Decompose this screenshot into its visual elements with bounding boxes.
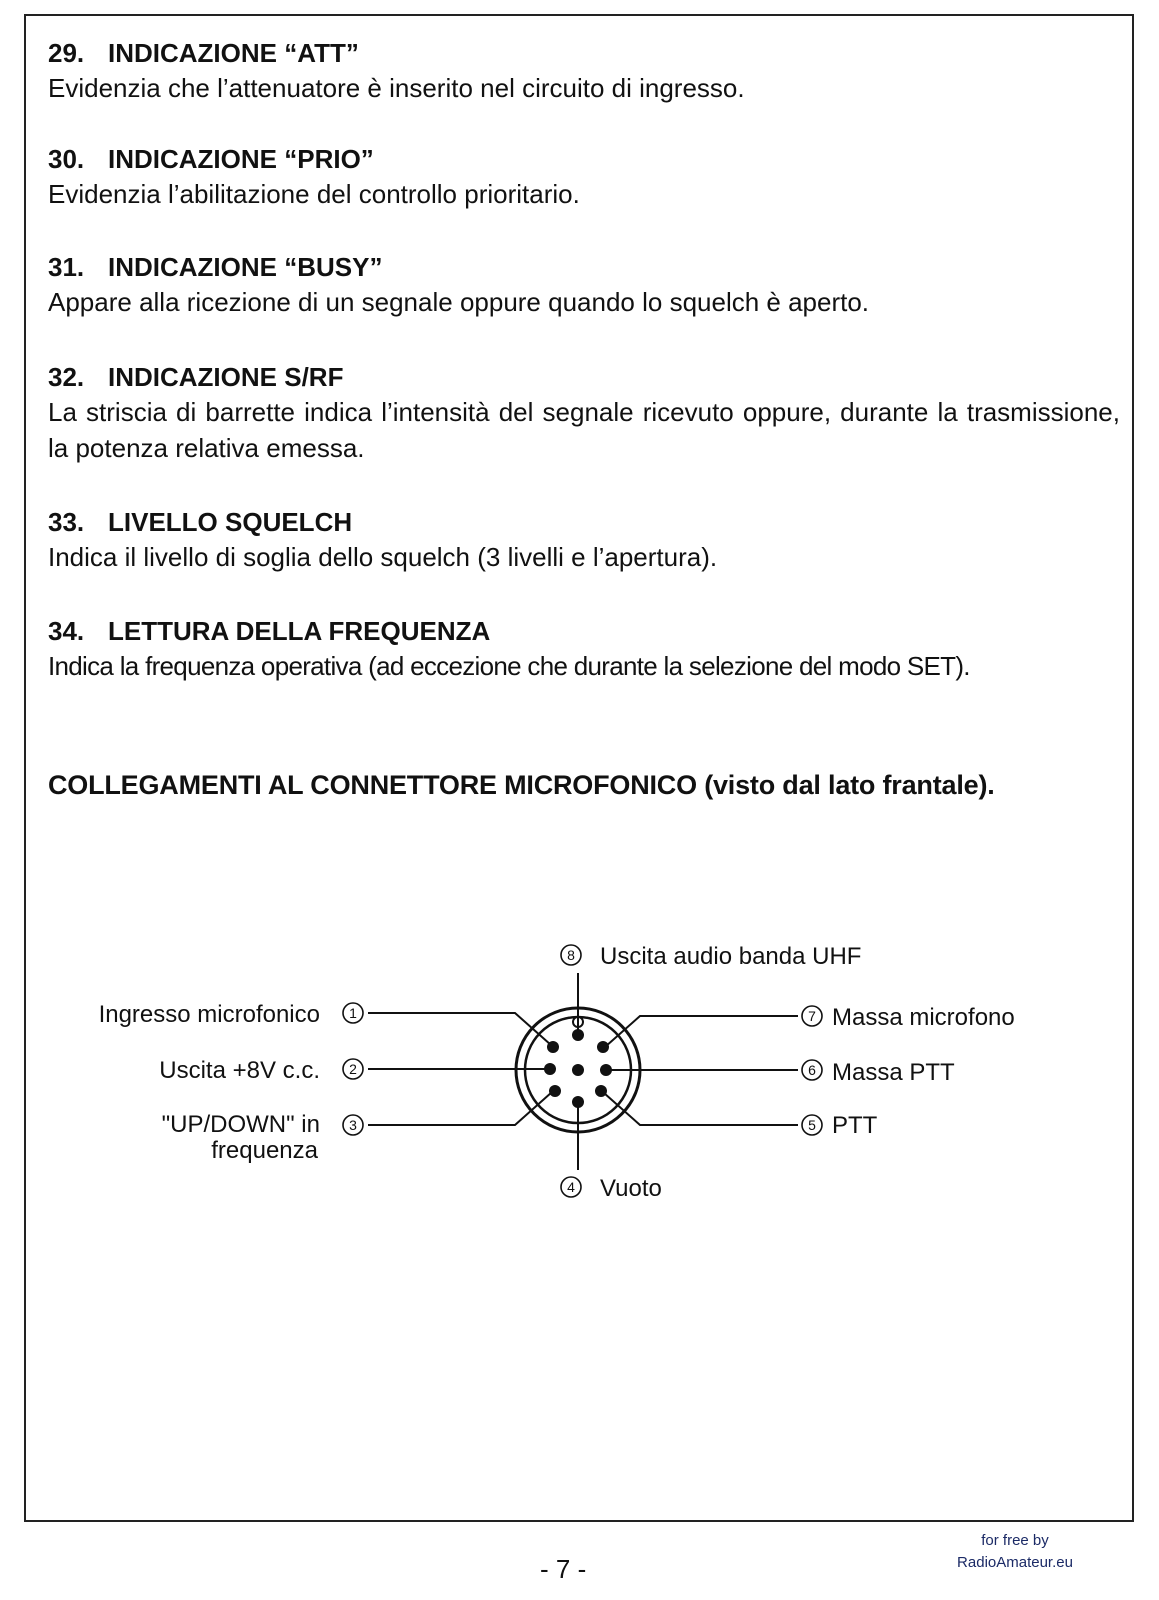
pin-label-3: "UP/DOWN" in bbox=[161, 1111, 320, 1138]
section-31 bbox=[48, 250, 1120, 320]
connector-title: COLLEGAMENTI AL CONNETTORE MICROFONICO (visto dal lato frantale). bbox=[48, 770, 995, 800]
pin-number-7: 7 bbox=[808, 1008, 816, 1024]
section-text: Indica il livello di soglia dello squelch (3 livelli e l’apertura). bbox=[48, 542, 718, 572]
pin-4-dot bbox=[572, 1096, 584, 1108]
watermark-line-1: for free by bbox=[981, 1532, 1049, 1549]
pin-number-3: 3 bbox=[349, 1117, 357, 1133]
section-heading: 29. INDICAZIONE “ATT” bbox=[48, 38, 359, 68]
section-29 bbox=[48, 36, 1120, 106]
pin-label-6: Massa PTT bbox=[832, 1059, 955, 1086]
connector-pins bbox=[544, 1029, 612, 1108]
pin-number-1: 1 bbox=[349, 1005, 357, 1021]
section-heading: 31. INDICAZIONE “BUSY” bbox=[48, 252, 383, 282]
pin-5-dot bbox=[595, 1085, 607, 1097]
pin-label-5: PTT bbox=[832, 1112, 878, 1139]
section-text: Appare alla ricezione di un segnale oppure quando lo squelch è aperto. bbox=[48, 287, 870, 317]
pin-1-dot bbox=[547, 1041, 559, 1053]
section-text: Indica la frequenza operativa (ad eccezione che durante la selezione del modo SET). bbox=[48, 651, 970, 681]
pin-2-dot bbox=[544, 1063, 556, 1075]
watermark-line-2: RadioAmateur.eu bbox=[957, 1554, 1073, 1571]
pin-center-dot bbox=[572, 1064, 584, 1076]
pin-number-5: 5 bbox=[808, 1117, 816, 1133]
section-heading: 33. LIVELLO SQUELCH bbox=[48, 507, 353, 537]
page-frame bbox=[24, 14, 1134, 1522]
pin-label-3-line2: frequenza bbox=[211, 1137, 318, 1164]
section-heading: 30. INDICAZIONE “PRIO” bbox=[48, 144, 374, 174]
section-text: Evidenzia l’abilitazione del controllo prioritario. bbox=[48, 179, 580, 209]
pin-number-4: 4 bbox=[567, 1179, 575, 1195]
pin-number-2: 2 bbox=[349, 1061, 357, 1077]
section-30 bbox=[48, 142, 1120, 212]
pin-label-7: Massa microfono bbox=[832, 1004, 1015, 1031]
connector-diagram bbox=[0, 940, 1159, 1230]
section-text: La striscia di barrette indica l’intensità del segnale ricevuto oppure, durante la trasmissione, la potenza relativa emessa. bbox=[48, 397, 1120, 463]
pin-label-8: Uscita audio banda UHF bbox=[600, 943, 862, 970]
section-32 bbox=[48, 360, 1120, 466]
section-34 bbox=[48, 614, 1120, 684]
pin-7-dot bbox=[597, 1041, 609, 1053]
section-heading: 32. INDICAZIONE S/RF bbox=[48, 362, 344, 392]
pin-labels bbox=[99, 943, 1015, 1202]
pin-number-8: 8 bbox=[567, 947, 575, 963]
pin-label-1: Ingresso microfonico bbox=[98, 1001, 320, 1028]
pin-6-dot bbox=[600, 1064, 612, 1076]
pin-3-dot bbox=[549, 1085, 561, 1097]
section-heading: 34. LETTURA DELLA FREQUENZA bbox=[48, 616, 491, 646]
page-number: - 7 - bbox=[540, 1554, 587, 1584]
section-33 bbox=[48, 505, 1120, 575]
pin-label-2: Uscita +8V c.c. bbox=[159, 1057, 320, 1084]
pin-label-4: Vuoto bbox=[600, 1175, 662, 1202]
pin-number-6: 6 bbox=[808, 1062, 816, 1078]
watermark bbox=[940, 1530, 1090, 1574]
section-text: Evidenzia che l’attenuatore è inserito nel circuito di ingresso. bbox=[48, 73, 745, 103]
pin-8-dot bbox=[572, 1029, 584, 1041]
